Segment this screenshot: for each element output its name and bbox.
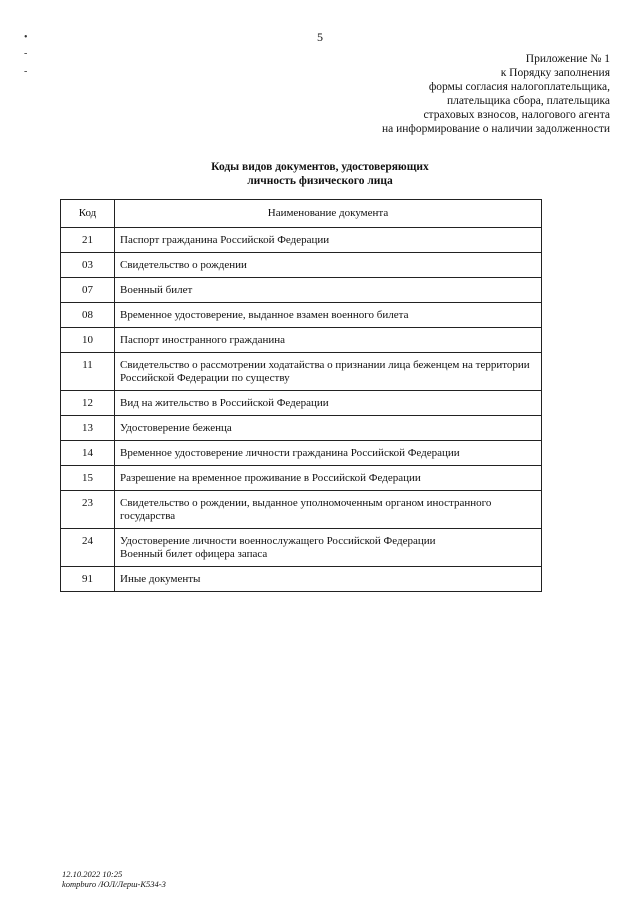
table-row [61,416,542,441]
document-title-line: Коды видов документов, удостоверяющих [211,161,429,173]
document-code: 10 [61,328,115,353]
document-code: 23 [61,491,115,529]
document-name: Военный билет [115,278,542,303]
document-code: 15 [61,466,115,491]
column-header-name: Наименование документа [115,200,542,228]
document-code: 03 [61,253,115,278]
document-name: Свидетельство о рождении, выданное уполномоченным органом иностранного государства [115,491,542,529]
document-name: Вид на жительство в Российской Федерации [115,391,542,416]
document-name: Удостоверение личности военнослужащего Российской Федерации Военный билет офицера запаса [115,529,542,567]
document-name: Иные документы [115,567,542,592]
table-row [61,353,542,391]
document-title [0,160,640,188]
page-number: 5 [317,30,323,44]
table-row [61,253,542,278]
footer-stamp [62,869,166,889]
appendix-header-line: формы согласия налогоплательщика, [428,81,610,93]
scan-dash-mark: - [24,48,28,59]
table-row [61,529,542,567]
document-name: Свидетельство о рассмотрении ходатайства о признании лица беженцем на территории Российской Федерации по существу [115,353,542,391]
document-name: Паспорт иностранного гражданина [115,328,542,353]
table-row [61,303,542,328]
table-row [61,567,542,592]
document-code: 08 [61,303,115,328]
appendix-header-line: плательщика сбора, плательщика [446,95,610,107]
document-name: Временное удостоверение личности гражданина Российской Федерации [115,441,542,466]
footer-doc-stamp: kompburo /ЮЛ/Лерш-К534-3 [62,879,166,889]
document-name: Удостоверение беженца [115,416,542,441]
document-name: Паспорт гражданина Российской Федерации [115,228,542,253]
appendix-header-line: Приложение № 1 [525,53,610,65]
document-name: Временное удостоверение, выданное взамен военного билета [115,303,542,328]
table-row [61,228,542,253]
document-code: 24 [61,529,115,567]
document-title-line: личность физического лица [247,175,393,187]
document-name: Разрешение на временное проживание в Российской Федерации [115,466,542,491]
document-code: 12 [61,391,115,416]
document-code: 21 [61,228,115,253]
document-code: 07 [61,278,115,303]
scan-dash-mark: - [24,66,28,77]
table-row [61,491,542,529]
document-code: 11 [61,353,115,391]
appendix-header [280,52,610,136]
document-code: 14 [61,441,115,466]
table-row [61,328,542,353]
table-row [61,391,542,416]
document-code: 13 [61,416,115,441]
appendix-header-line: на информирование о наличии задолженности [381,123,610,135]
scan-dot-mark: • [24,32,28,43]
table-row [61,441,542,466]
footer-datetime: 12.10.2022 10:25 [62,869,123,879]
document-codes-table [60,199,542,592]
table-row [61,278,542,303]
column-header-code: Код [61,200,115,228]
appendix-header-line: страховых взносов, налогового агента [423,109,610,121]
table-row [61,466,542,491]
appendix-header-line: к Порядку заполнения [500,67,610,79]
document-name: Свидетельство о рождении [115,253,542,278]
document-code: 91 [61,567,115,592]
table-header-row [61,200,542,228]
